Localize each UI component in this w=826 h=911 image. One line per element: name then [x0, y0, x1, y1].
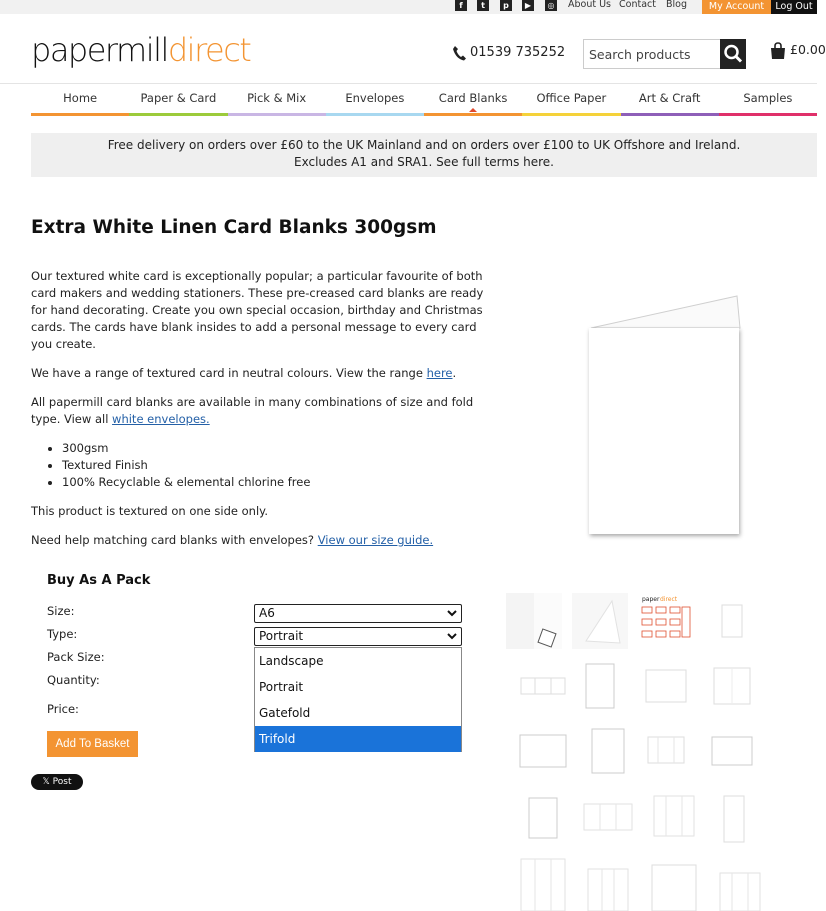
buy-section-title: Buy As A Pack [47, 573, 151, 588]
top-bar [0, 0, 817, 14]
search-icon [720, 39, 746, 69]
log-out-button[interactable]: Log Out [771, 0, 817, 14]
blog-link[interactable]: Blog [666, 0, 687, 10]
type-option-trifold[interactable]: Trifold [255, 726, 461, 752]
product-thumbnail[interactable] [515, 855, 571, 911]
logo-text-papermill: papermill [31, 31, 168, 69]
site-logo[interactable] [31, 30, 250, 70]
pack-size-label: Pack Size: [47, 650, 105, 664]
product-thumbnail[interactable] [646, 790, 702, 846]
product-image[interactable] [585, 290, 745, 538]
nav-color-bar [621, 113, 719, 116]
nav-item-paper-card[interactable] [129, 84, 227, 116]
type-option-portrait[interactable]: Portrait [259, 680, 304, 694]
product-description [31, 268, 486, 561]
search-input[interactable] [584, 40, 721, 68]
product-thumbnail[interactable] [572, 593, 628, 649]
paragraph-5-text: Need help matching card blanks with envelopes? [31, 533, 318, 547]
nav-color-bar [228, 113, 326, 116]
paragraph-2-end: . [452, 366, 457, 380]
add-to-basket-button[interactable]: Add To Basket [47, 731, 138, 757]
type-select-value: Portrait [259, 629, 304, 643]
twitter-icon[interactable]: t [477, 0, 489, 11]
product-thumbnail[interactable] [580, 855, 636, 911]
nav-color-bar [31, 113, 129, 116]
product-thumbnail[interactable] [712, 855, 768, 911]
logo-text-direct: direct [167, 31, 251, 69]
white-envelopes-link[interactable]: white envelopes. [112, 412, 210, 426]
description-paragraph-1: Our textured white card is exceptionally popular; a particular favourite of both card makers and wedding stationers. These pre-creased card blanks are ready for hand decorating. Create you own special occasion, birthday and Christmas cards. The cards have blank insides to add a personal message to every card you create. [31, 269, 484, 351]
quantity-label: Quantity: [47, 673, 100, 687]
post-label: Post [52, 777, 72, 787]
main-nav [31, 84, 817, 116]
page-title: Extra White Linen Card Blanks 300gsm [31, 217, 437, 238]
search-box [583, 39, 746, 69]
product-thumbnail[interactable] [704, 658, 760, 714]
nav-color-bar [719, 113, 817, 116]
description-paragraph-5 [31, 532, 486, 549]
nav-color-bar [424, 113, 522, 116]
description-paragraph-4: This product is textured on one side only. [31, 504, 268, 518]
svg-text:direct: direct [660, 596, 678, 603]
search-button[interactable] [720, 39, 746, 69]
post-button[interactable] [31, 774, 83, 790]
nav-item-label: Office Paper [536, 91, 607, 105]
product-thumbnail[interactable] [506, 593, 562, 649]
nav-item-office-paper[interactable] [522, 84, 620, 116]
type-dropdown-list [254, 647, 462, 752]
description-paragraph-3 [31, 394, 486, 428]
paragraph-3-text: All papermill card blanks are available in many combinations of size and fold type. View all [31, 395, 474, 426]
size-guide-link[interactable]: View our size guide. [317, 533, 434, 547]
basket-total[interactable]: £0.00 [790, 42, 826, 57]
feature-list [31, 440, 486, 491]
my-account-button[interactable]: My Account [702, 0, 771, 14]
nav-item-card-blanks[interactable] [424, 84, 522, 116]
svg-text:paper: paper [642, 596, 660, 603]
nav-item-pick-mix[interactable] [228, 84, 326, 116]
contact-link[interactable]: Contact [619, 0, 656, 10]
delivery-banner [31, 133, 817, 177]
x-icon: 𝕏 [42, 777, 50, 787]
facebook-icon[interactable]: f [455, 0, 467, 11]
type-label: Type: [47, 627, 78, 641]
nav-item-samples[interactable] [719, 84, 817, 116]
product-thumbnail[interactable] [515, 658, 571, 714]
feature-item: • 100% Recyclable & elemental chlorine free [62, 474, 486, 491]
product-thumbnail[interactable] [515, 790, 571, 846]
size-select[interactable] [254, 604, 462, 623]
product-thumbnail[interactable] [580, 723, 636, 779]
size-select-value: A6 [259, 606, 275, 620]
banner-line-1: Free delivery on orders over £60 to the UK Mainland and on orders over £100 to UK Offshore and Ireland. [107, 138, 741, 152]
product-thumbnail[interactable] [638, 723, 694, 779]
nav-item-label: Home [63, 91, 98, 105]
type-option-gatefold[interactable]: Gatefold [259, 706, 311, 720]
nav-item-home[interactable] [31, 84, 129, 116]
product-thumbnail[interactable] [515, 723, 571, 779]
product-thumbnail[interactable] [638, 593, 694, 649]
nav-item-label: Art & Craft [638, 91, 701, 105]
nav-color-bar [522, 113, 620, 116]
feature-item: • 300gsm [62, 440, 486, 457]
nav-item-art-craft[interactable] [621, 84, 719, 116]
product-thumbnail[interactable] [704, 723, 760, 779]
nav-item-envelopes[interactable] [326, 84, 424, 116]
product-thumbnail[interactable] [580, 790, 636, 846]
pinterest-icon[interactable]: p [500, 0, 512, 11]
feature-item: • Textured Finish [62, 457, 486, 474]
youtube-icon[interactable]: ▶ [522, 0, 534, 11]
phone-icon [452, 45, 466, 61]
range-link[interactable]: here [426, 366, 453, 380]
paragraph-2-text: We have a range of textured card in neutral colours. View the range [31, 366, 427, 380]
instagram-icon[interactable]: ◎ [545, 0, 557, 11]
price-label: Price: [47, 702, 79, 716]
basket-icon[interactable] [770, 42, 786, 59]
nav-item-label: Paper & Card [140, 91, 217, 105]
nav-item-label: Samples [743, 91, 793, 105]
size-label: Size: [47, 604, 75, 618]
product-thumbnail[interactable] [706, 790, 762, 846]
product-thumbnail[interactable] [646, 855, 702, 911]
nav-item-label: Envelopes [345, 91, 405, 105]
banner-line-2[interactable]: Excludes A1 and SRA1. See full terms here. [294, 155, 554, 169]
product-thumbnail[interactable] [704, 593, 760, 649]
product-thumbnail[interactable] [638, 658, 694, 714]
chevron-down-icon [447, 631, 457, 641]
type-select[interactable] [254, 627, 462, 646]
nav-color-bar [129, 113, 227, 116]
phone-number[interactable]: 01539 735252 [470, 45, 566, 60]
description-paragraph-2 [31, 365, 486, 382]
nav-item-label: Card Blanks [438, 91, 508, 105]
chevron-down-icon [447, 608, 457, 618]
type-option-landscape[interactable]: Landscape [259, 654, 324, 668]
nav-color-bar [326, 113, 424, 116]
about-us-link[interactable]: About Us [568, 0, 612, 10]
nav-item-label: Pick & Mix [247, 91, 307, 105]
product-thumbnail[interactable] [572, 658, 628, 714]
